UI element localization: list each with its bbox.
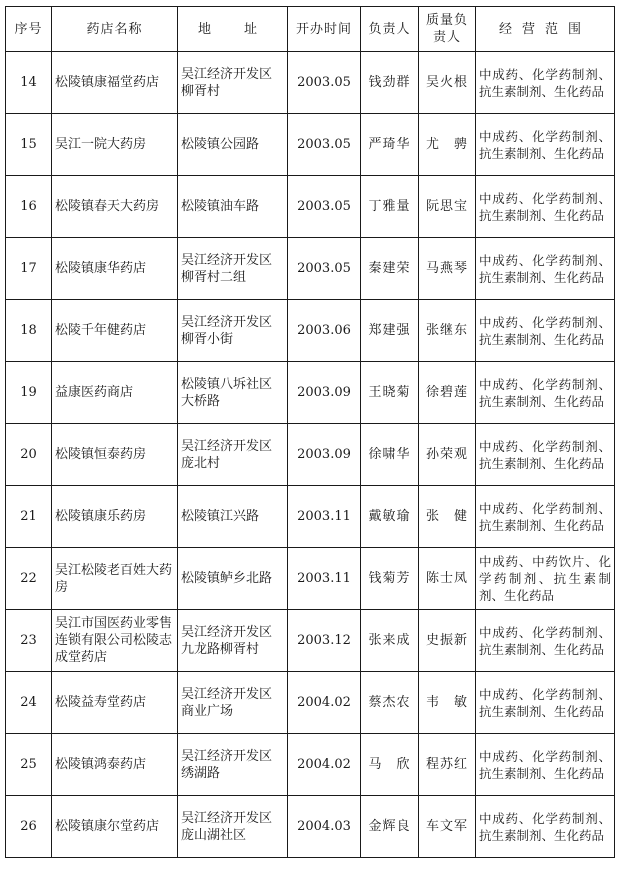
cell-open-time: 2003.11 <box>288 548 361 610</box>
header-open-time: 开办时间 <box>288 7 361 52</box>
cell-open-time: 2003.05 <box>288 176 361 238</box>
cell-address: 吴江经济开发区柳胥小街 <box>178 300 288 362</box>
header-address: 地 址 <box>178 7 288 52</box>
cell-quality-person: 吴火根 <box>419 52 476 114</box>
cell-address: 吴江经济开发区绣湖路 <box>178 734 288 796</box>
table-row <box>6 734 615 796</box>
cell-person: 张来成 <box>361 610 419 672</box>
cell-no: 18 <box>6 300 52 362</box>
cell-no: 26 <box>6 796 52 858</box>
cell-person: 严琦华 <box>361 114 419 176</box>
table-row <box>6 610 615 672</box>
cell-no: 20 <box>6 424 52 486</box>
cell-scope: 中成药、化学药制剂、抗生素制剂、生化药品 <box>476 238 615 300</box>
cell-quality-person: 徐碧莲 <box>419 362 476 424</box>
table-row <box>6 176 615 238</box>
cell-address: 吴江经济开发区柳胥村二组 <box>178 238 288 300</box>
cell-name: 吴江一院大药房 <box>52 114 178 176</box>
cell-address: 松陵镇鲈乡北路 <box>178 548 288 610</box>
cell-address: 松陵镇公园路 <box>178 114 288 176</box>
cell-no: 24 <box>6 672 52 734</box>
table-header-row <box>6 7 615 52</box>
cell-person: 蔡杰农 <box>361 672 419 734</box>
cell-name: 松陵镇康乐药房 <box>52 486 178 548</box>
cell-no: 21 <box>6 486 52 548</box>
cell-no: 16 <box>6 176 52 238</box>
cell-open-time: 2003.09 <box>288 424 361 486</box>
cell-quality-person: 张继东 <box>419 300 476 362</box>
cell-person: 王晓菊 <box>361 362 419 424</box>
cell-person: 马 欣 <box>361 734 419 796</box>
cell-quality-person: 马燕琴 <box>419 238 476 300</box>
header-no: 序号 <box>6 7 52 52</box>
cell-scope: 中成药、化学药制剂、抗生素制剂、生化药品 <box>476 486 615 548</box>
cell-scope: 中成药、化学药制剂、抗生素制剂、生化药品 <box>476 52 615 114</box>
cell-no: 22 <box>6 548 52 610</box>
cell-name: 松陵千年健药店 <box>52 300 178 362</box>
cell-address: 吴江经济开发区商业广场 <box>178 672 288 734</box>
header-person: 负责人 <box>361 7 419 52</box>
cell-quality-person: 陈士凤 <box>419 548 476 610</box>
cell-person: 钱菊芳 <box>361 548 419 610</box>
cell-scope: 中成药、化学药制剂、抗生素制剂、生化药品 <box>476 176 615 238</box>
cell-no: 19 <box>6 362 52 424</box>
table-row <box>6 114 615 176</box>
cell-name: 吴江市国医药业零售连锁有限公司松陵志成堂药店 <box>52 610 178 672</box>
cell-open-time: 2003.05 <box>288 114 361 176</box>
cell-scope: 中成药、化学药制剂、抗生素制剂、生化药品 <box>476 362 615 424</box>
table-row <box>6 548 615 610</box>
table-row <box>6 362 615 424</box>
cell-no: 23 <box>6 610 52 672</box>
cell-scope: 中成药、化学药制剂、抗生素制剂、生化药品 <box>476 114 615 176</box>
cell-address: 松陵镇油车路 <box>178 176 288 238</box>
cell-address: 吴江经济开发区庞山湖社区 <box>178 796 288 858</box>
cell-open-time: 2004.03 <box>288 796 361 858</box>
cell-scope: 中成药、化学药制剂、抗生素制剂、生化药品 <box>476 300 615 362</box>
cell-quality-person: 尤 骋 <box>419 114 476 176</box>
cell-address: 吴江经济开发区九龙路柳胥村 <box>178 610 288 672</box>
cell-open-time: 2003.09 <box>288 362 361 424</box>
cell-quality-person: 史振新 <box>419 610 476 672</box>
table-body <box>6 52 615 858</box>
cell-scope: 中成药、化学药制剂、抗生素制剂、生化药品 <box>476 796 615 858</box>
cell-scope: 中成药、化学药制剂、抗生素制剂、生化药品 <box>476 672 615 734</box>
table-row <box>6 300 615 362</box>
cell-address: 吴江经济开发区庞北村 <box>178 424 288 486</box>
table-row <box>6 796 615 858</box>
cell-person: 金辉良 <box>361 796 419 858</box>
cell-open-time: 2003.06 <box>288 300 361 362</box>
cell-person: 戴敏瑜 <box>361 486 419 548</box>
cell-name: 松陵镇康尔堂药店 <box>52 796 178 858</box>
cell-name: 益康医药商店 <box>52 362 178 424</box>
cell-name: 松陵镇康福堂药店 <box>52 52 178 114</box>
header-name: 药店名称 <box>52 7 178 52</box>
cell-no: 15 <box>6 114 52 176</box>
cell-address: 松陵镇江兴路 <box>178 486 288 548</box>
cell-open-time: 2003.11 <box>288 486 361 548</box>
cell-person: 钱劲群 <box>361 52 419 114</box>
cell-name: 松陵镇恒泰药房 <box>52 424 178 486</box>
cell-scope: 中成药、化学药制剂、抗生素制剂、生化药品 <box>476 610 615 672</box>
cell-person: 徐啸华 <box>361 424 419 486</box>
pharmacy-table <box>5 6 615 858</box>
cell-name: 吴江松陵老百姓大药房 <box>52 548 178 610</box>
table-row <box>6 486 615 548</box>
cell-quality-person: 张 健 <box>419 486 476 548</box>
cell-scope: 中成药、中药饮片、化学药制剂、抗生素制剂、生化药品 <box>476 548 615 610</box>
cell-quality-person: 孙荣观 <box>419 424 476 486</box>
cell-quality-person: 阮思宝 <box>419 176 476 238</box>
table-row <box>6 52 615 114</box>
cell-quality-person: 程苏红 <box>419 734 476 796</box>
cell-person: 丁雅量 <box>361 176 419 238</box>
table-row <box>6 672 615 734</box>
cell-name: 松陵益寿堂药店 <box>52 672 178 734</box>
cell-open-time: 2003.05 <box>288 238 361 300</box>
cell-quality-person: 车文军 <box>419 796 476 858</box>
cell-name: 松陵镇鸿泰药店 <box>52 734 178 796</box>
table-row <box>6 424 615 486</box>
cell-person: 秦建荣 <box>361 238 419 300</box>
cell-scope: 中成药、化学药制剂、抗生素制剂、生化药品 <box>476 424 615 486</box>
cell-open-time: 2004.02 <box>288 672 361 734</box>
cell-open-time: 2003.05 <box>288 52 361 114</box>
table-row <box>6 238 615 300</box>
cell-quality-person: 韦 敏 <box>419 672 476 734</box>
cell-no: 14 <box>6 52 52 114</box>
cell-scope: 中成药、化学药制剂、抗生素制剂、生化药品 <box>476 734 615 796</box>
cell-name: 松陵镇春天大药房 <box>52 176 178 238</box>
cell-address: 吴江经济开发区柳胥村 <box>178 52 288 114</box>
cell-person: 郑建强 <box>361 300 419 362</box>
cell-open-time: 2004.02 <box>288 734 361 796</box>
header-quality-person: 质量负责人 <box>419 7 476 52</box>
cell-address: 松陵镇八坼社区大桥路 <box>178 362 288 424</box>
header-scope: 经营范围 <box>476 7 615 52</box>
cell-no: 17 <box>6 238 52 300</box>
cell-name: 松陵镇康华药店 <box>52 238 178 300</box>
cell-no: 25 <box>6 734 52 796</box>
cell-open-time: 2003.12 <box>288 610 361 672</box>
